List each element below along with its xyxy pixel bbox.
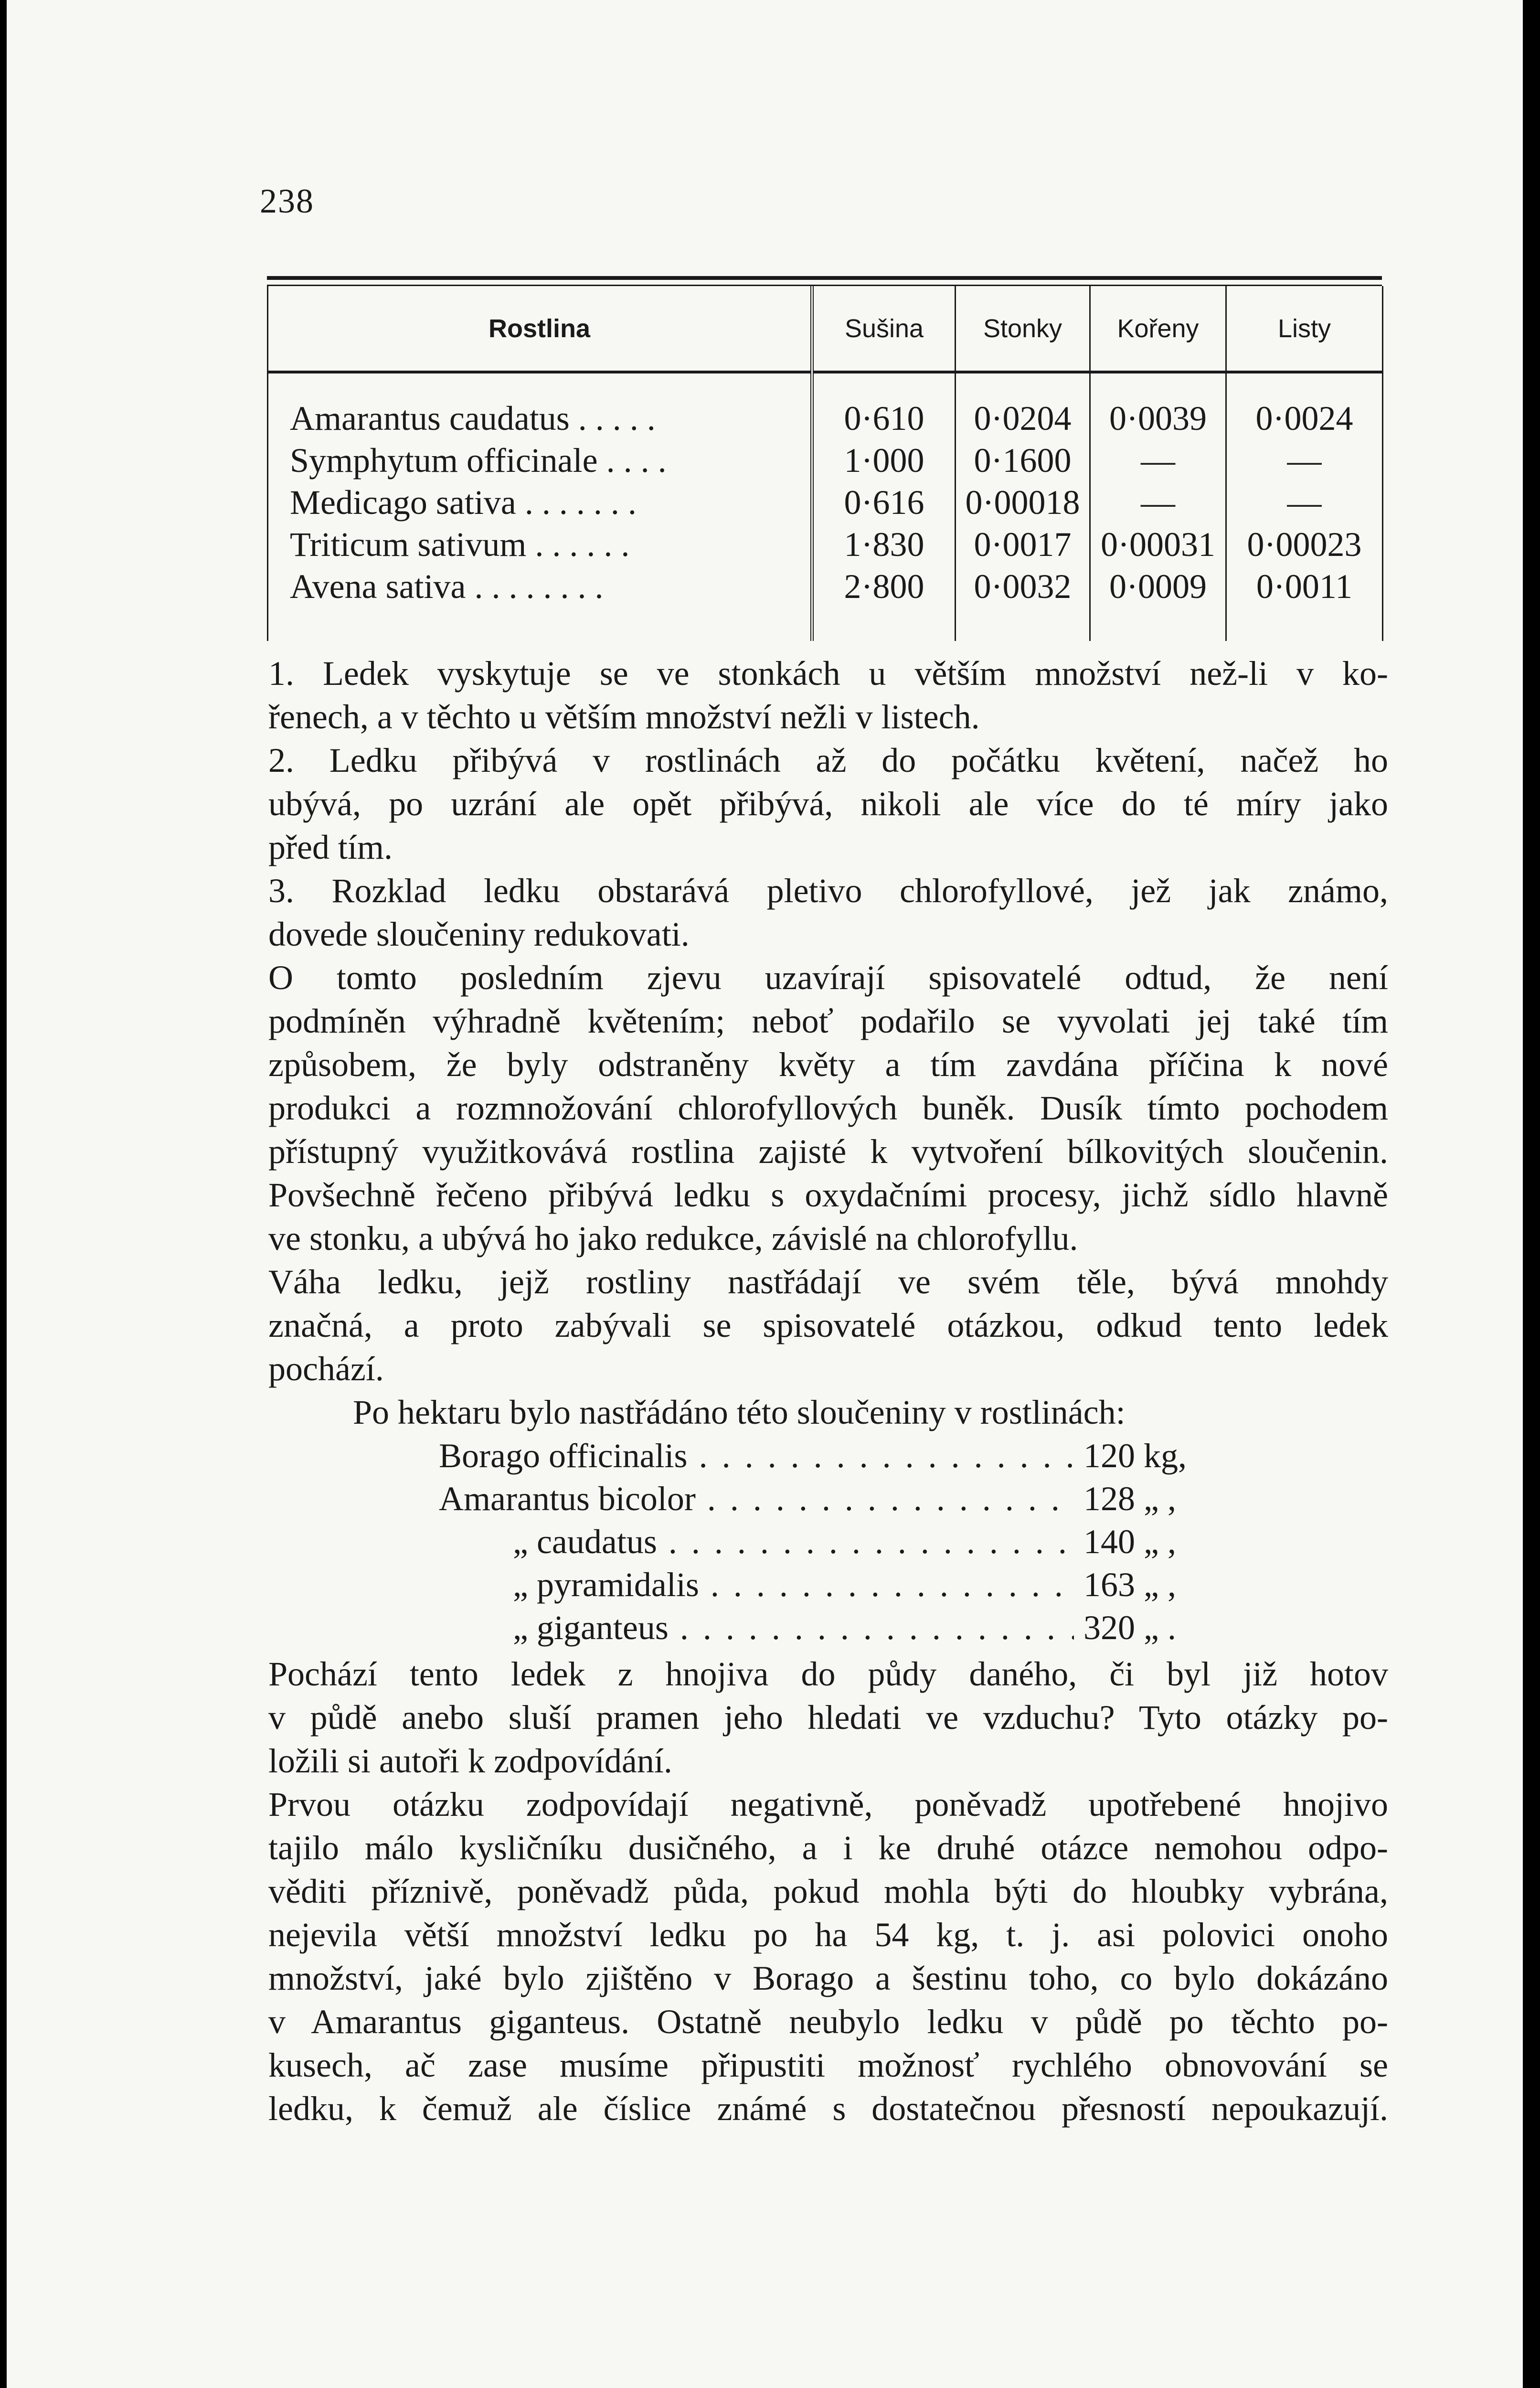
paragraph-3-line-1: 3. Rozklad ledku obstarává pletivo chlorofyllové, jež jak známo, — [268, 872, 1388, 910]
cell-stonky: 0·0204 — [956, 397, 1090, 439]
cell-stonky: 0·1600 — [956, 439, 1090, 481]
paragraph-8-line-4: nejevila větší množství ledku po ha 54 kg, t. j. asi polovici onoho — [268, 1916, 1388, 1954]
leader-dots — [696, 1477, 1074, 1520]
leader-dots — [699, 1563, 1074, 1606]
cell-stonky: 0·00018 — [956, 481, 1090, 523]
paragraph-4-line-3: způsobem, že byly odstraněny květy a tím zavdána příčina k nové — [268, 1045, 1388, 1084]
cell-koreny: 0·0039 — [1090, 397, 1226, 439]
cell-susina: 0·610 — [812, 397, 956, 439]
paragraph-5-line-2: značná, a proto zabývali se spisovatelé otázkou, odkud tento ledek — [268, 1306, 1388, 1344]
cell-listy: — — [1226, 481, 1383, 523]
table-row — [268, 439, 1383, 481]
list-item — [513, 1520, 1222, 1563]
amount-value: 128 „ , — [1083, 1480, 1176, 1518]
paragraph-5-line-1: Váha ledku, jejž rostliny nastřádají ve svém těle, bývá mnohdy — [268, 1263, 1388, 1301]
cell-susina: 1·830 — [812, 523, 956, 565]
paragraph-6-line-1: Po hektaru bylo nastřádáno této sloučeniny v rostlinách: — [353, 1393, 1126, 1431]
leader-dots — [669, 1606, 1074, 1649]
paragraph-3-line-2: dovede sloučeniny redukovati. — [268, 915, 690, 953]
paragraph-2-line-1: 2. Ledku přibývá v rostlinách až do počátku květení, načež ho — [268, 741, 1388, 779]
paragraph-4-line-4: produkci a rozmnožování chlorofyllových buněk. Dusík tímto pochodem — [268, 1089, 1388, 1127]
amount-label: „ caudatus — [513, 1523, 657, 1561]
page-number: 238 — [260, 182, 314, 220]
list-item — [513, 1563, 1222, 1606]
cell-susina: 0·616 — [812, 481, 956, 523]
paragraph-8-line-1: Prvou otázku zodpovídají negativně, poněvadž upotřebené hnojivo — [268, 1785, 1388, 1823]
paragraph-2-line-3: před tím. — [268, 828, 393, 866]
leader-dots — [688, 1434, 1074, 1477]
cell-listy: 0·0024 — [1226, 397, 1383, 439]
paragraph-4-line-1: O tomto posledním zjevu uzavírají spisovatelé odtud, že není — [268, 959, 1388, 997]
plant-name: Symphytum officinale . . . . — [268, 439, 812, 481]
paragraph-2-line-2: ubývá, po uzrání ale opět přibývá, nikoli ale více do té míry jako — [268, 785, 1388, 823]
paragraph-8-line-7: kusech, ač zase musíme připustiti možnosť rychlého obnovování se — [268, 2046, 1388, 2084]
paragraph-7-line-2: v půdě anebo sluší pramen jeho hledati ve vzduchu? Tyto otázky po- — [268, 1698, 1388, 1737]
table-row — [268, 565, 1383, 608]
cell-koreny: — — [1090, 481, 1226, 523]
paragraph-8-line-6: v Amarantus giganteus. Ostatně neubylo ledku v půdě po těchto po- — [268, 2003, 1388, 2041]
amount-value: 163 „ , — [1083, 1566, 1176, 1604]
paragraph-7-line-3: ložili si autoři k zodpovídání. — [268, 1742, 672, 1780]
cell-koreny: 0·0009 — [1090, 565, 1226, 608]
nitrate-table — [267, 276, 1382, 641]
amount-label: Amarantus bicolor — [439, 1480, 696, 1518]
amount-label: „ pyramidalis — [513, 1566, 699, 1604]
cell-stonky: 0·0017 — [956, 523, 1090, 565]
leader-dots — [657, 1520, 1074, 1563]
cell-listy: 0·00023 — [1226, 523, 1383, 565]
plant-name: Triticum sativum . . . . . . — [268, 523, 812, 565]
list-item — [513, 1606, 1222, 1649]
paragraph-1-line-1: 1. Ledek vyskytuje se ve stonkách u větším množství než-li v ko- — [268, 654, 1388, 693]
list-item — [439, 1434, 1222, 1477]
header-stonky: Stonky — [956, 286, 1090, 372]
data-table — [267, 286, 1383, 641]
amount-value: 320 „ . — [1083, 1609, 1176, 1647]
amount-label: Borago officinalis — [439, 1437, 688, 1475]
cell-listy: — — [1226, 439, 1383, 481]
header-susina: Sušina — [812, 286, 956, 372]
paragraph-8-line-5: množství, jaké bylo zjištěno v Borago a šestinu toho, co bylo dokázáno — [268, 1959, 1388, 1997]
paragraph-5-line-3: pochází. — [268, 1350, 384, 1388]
header-listy: Listy — [1226, 286, 1383, 372]
paragraph-8-line-2: tajilo málo kysličníku dusičného, a i ke druhé otázce nemohou odpo- — [268, 1829, 1388, 1867]
cell-susina: 2·800 — [812, 565, 956, 608]
cell-listy: 0·0011 — [1226, 565, 1383, 608]
paragraph-4-line-6: Povšechně řečeno přibývá ledku s oxydačními procesy, jichž sídlo hlavně — [268, 1176, 1388, 1214]
plant-name: Avena sativa . . . . . . . . — [268, 565, 812, 608]
cell-koreny: 0·00031 — [1090, 523, 1226, 565]
table-header-row — [268, 286, 1383, 372]
plant-name: Medicago sativa . . . . . . . — [268, 481, 812, 523]
paragraph-7-line-1: Pochází tento ledek z hnojiva do půdy daného, či byl již hotov — [268, 1655, 1388, 1693]
table-row — [268, 523, 1383, 565]
paragraph-4-line-2: podmíněn výhradně květením; neboť podařilo se vyvolati jej také tím — [268, 1002, 1388, 1040]
amount-value: 120 kg, — [1083, 1437, 1187, 1475]
header-koreny: Kořeny — [1090, 286, 1226, 372]
amount-value: 140 „ , — [1083, 1523, 1176, 1561]
table-row — [268, 481, 1383, 523]
cell-stonky: 0·0032 — [956, 565, 1090, 608]
paragraph-4-line-7: ve stonku, a ubývá ho jako redukce, závislé na chlorofyllu. — [268, 1219, 1078, 1258]
paragraph-1-line-2: řenech, a v těchto u větším množství nežli v listech. — [268, 698, 980, 736]
list-item — [439, 1477, 1222, 1520]
paragraph-8-line-8: ledku, k čemuž ale číslice známé s dostatečnou přesností nepoukazují. — [268, 2090, 1388, 2128]
cell-susina: 1·000 — [812, 439, 956, 481]
header-rostlina: Rostlina — [268, 286, 812, 372]
table-row — [268, 397, 1383, 439]
plant-name: Amarantus caudatus . . . . . — [268, 397, 812, 439]
paragraph-8-line-3: věditi příznivě, poněvadž půda, pokud mohla býti do hloubky vybrána, — [268, 1872, 1388, 1910]
paragraph-4-line-5: přístupný využitkovává rostlina zajisté k vytvoření bílkovitých sloučenin. — [268, 1132, 1388, 1171]
amount-label: „ giganteus — [513, 1609, 669, 1647]
book-page — [7, 0, 1523, 2388]
cell-koreny: — — [1090, 439, 1226, 481]
